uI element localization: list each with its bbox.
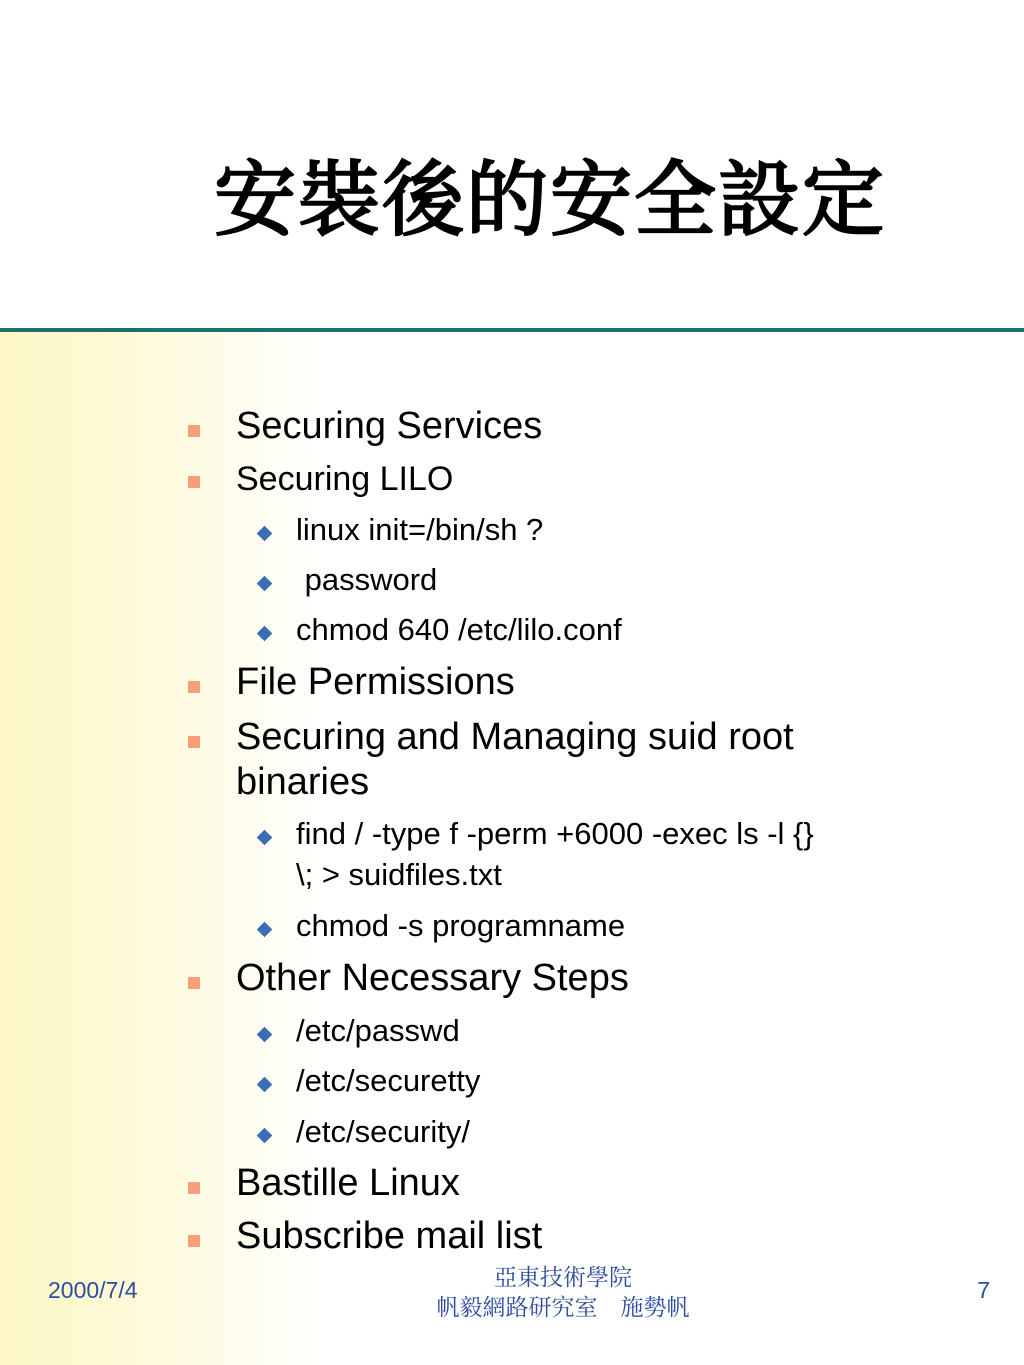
diamond-bullet-icon (257, 1027, 273, 1043)
diamond-bullet-icon (257, 1077, 273, 1093)
footer-org-line2: 帆毅網路研究室 施勢帆 (436, 1294, 690, 1320)
footer-org-line1: 亞東技術學院 (494, 1264, 632, 1290)
sub-bullet-etc-securetty: /etc/securetty (296, 1063, 481, 1098)
bullet-bastille-linux: Bastille Linux (236, 1162, 460, 1204)
square-bullet-icon (188, 736, 200, 748)
footer-page-number: 7 (977, 1277, 990, 1303)
sub-bullet-chmod-s: chmod -s programname (296, 908, 626, 943)
sub-bullet-password: password (296, 562, 438, 597)
bullet-securing-lilo: Securing LILO (236, 460, 454, 498)
square-bullet-icon (188, 425, 200, 437)
bullet-subscribe-mail: Subscribe mail list (236, 1215, 543, 1257)
square-bullet-icon (188, 681, 200, 693)
bullet-securing-suid: Securing and Managing suid root binaries (236, 716, 794, 803)
bullet-securing-services: Securing Services (236, 405, 543, 447)
square-bullet-icon (188, 977, 200, 989)
bullet-other-steps: Other Necessary Steps (236, 957, 629, 999)
footer-date: 2000/7/4 (48, 1277, 138, 1303)
diamond-bullet-icon (257, 922, 273, 938)
square-bullet-icon (188, 476, 200, 488)
sub-bullet-find-command: find / -type f -perm +6000 -exec ls -l {} \; > suidfiles.txt (296, 816, 814, 892)
sub-bullet-etc-passwd: /etc/passwd (296, 1013, 460, 1048)
square-bullet-icon (188, 1182, 200, 1194)
slide-title: 安裝後的安全設定 (213, 152, 886, 248)
bullet-file-permissions: File Permissions (236, 661, 515, 703)
sub-bullet-etc-security: /etc/security/ (296, 1114, 470, 1149)
footer-organization (363, 1262, 763, 1322)
diamond-bullet-icon (257, 526, 273, 542)
diamond-bullet-icon (257, 626, 273, 642)
diamond-bullet-icon (257, 1128, 273, 1144)
diamond-bullet-icon (257, 830, 273, 846)
diamond-bullet-icon (257, 576, 273, 592)
square-bullet-icon (188, 1235, 200, 1247)
sub-bullet-chmod-lilo: chmod 640 /etc/lilo.conf (296, 612, 622, 647)
sub-bullet-linux-init: linux init=/bin/sh ? (296, 512, 544, 547)
